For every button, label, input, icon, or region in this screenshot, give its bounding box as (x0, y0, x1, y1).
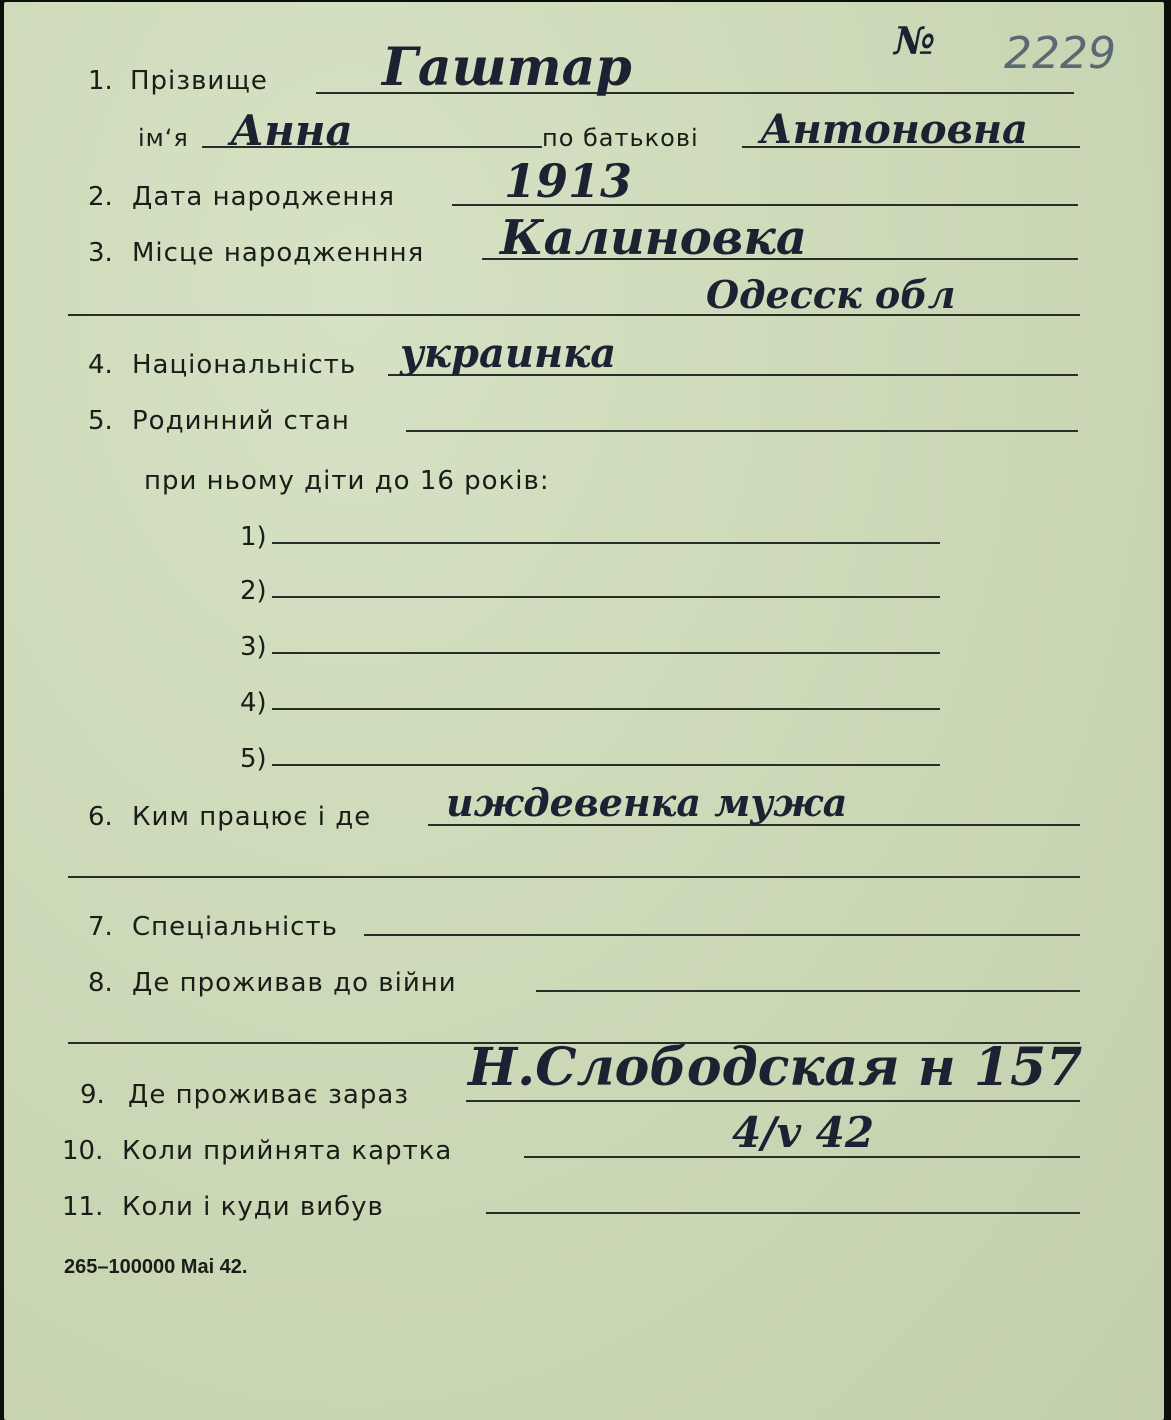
surname-label: Прізвище (130, 66, 268, 96)
birth-date-label: Дата народження (132, 182, 395, 212)
birthplace-value-2: Одесск обл (706, 272, 956, 317)
departure-line (486, 1212, 1080, 1214)
child-1-line (272, 542, 940, 544)
family-status-line (406, 430, 1078, 432)
child-4-number: 4) (240, 688, 267, 718)
current-residence-value: Н.Слободская н 157 (468, 1037, 1083, 1098)
first-name-value: Анна (230, 106, 353, 155)
birthplace-value-1: Калиновка (500, 210, 807, 266)
card-date-value: 4/v 42 (732, 1108, 875, 1157)
card-date-label: Коли прийнята картка (122, 1136, 453, 1166)
print-imprint: 265–100000 Mai 42. (64, 1256, 248, 1278)
work-value: иждевенка мужа (446, 780, 848, 825)
surname-value: Гаштар (382, 37, 632, 98)
q3-number: 3. (88, 238, 113, 268)
nationality-label: Національність (132, 350, 357, 380)
registration-card (4, 2, 1164, 1420)
card-number: 2229 (1004, 28, 1116, 79)
first-name-label: ім‘я (138, 124, 189, 152)
birth-date-value: 1913 (504, 154, 633, 208)
work-label: Ким працює і де (132, 802, 372, 832)
current-residence-label: Де проживає зараз (128, 1080, 410, 1110)
child-3-line (272, 652, 940, 654)
specialty-label: Спеціальність (132, 912, 338, 942)
child-2-number: 2) (240, 576, 267, 606)
q4-number: 4. (88, 350, 113, 380)
q7-number: 7. (88, 912, 113, 942)
children-label: при ньому діти до 16 років: (144, 466, 550, 496)
q2-number: 2. (88, 182, 113, 212)
departure-label: Коли і куди вибув (122, 1192, 384, 1222)
child-5-line (272, 764, 940, 766)
q9-number: 9. (80, 1080, 105, 1110)
child-3-number: 3) (240, 632, 267, 662)
q10-number: 10. (62, 1136, 104, 1166)
child-2-line (272, 596, 940, 598)
prewar-residence-label: Де проживав до війни (132, 968, 457, 998)
q11-number: 11. (62, 1192, 104, 1222)
nationality-value: украинка (400, 330, 617, 377)
q8-number: 8. (88, 968, 113, 998)
child-5-number: 5) (240, 744, 267, 774)
birthplace-label: Місце народженння (132, 238, 425, 268)
child-1-number: 1) (240, 522, 267, 552)
patronymic-value: Антоновна (760, 106, 1028, 153)
prewar-residence-line (536, 990, 1080, 992)
birthplace-line-2 (68, 314, 1080, 316)
q1-number: 1. (88, 66, 113, 96)
specialty-line (364, 934, 1080, 936)
number-prefix: № (894, 18, 936, 63)
patronymic-label: по батькові (542, 124, 699, 152)
q5-number: 5. (88, 406, 113, 436)
family-status-label: Родинний стан (132, 406, 350, 436)
current-residence-line (466, 1100, 1080, 1102)
child-4-line (272, 708, 940, 710)
work-line-2 (68, 876, 1080, 878)
q6-number: 6. (88, 802, 113, 832)
